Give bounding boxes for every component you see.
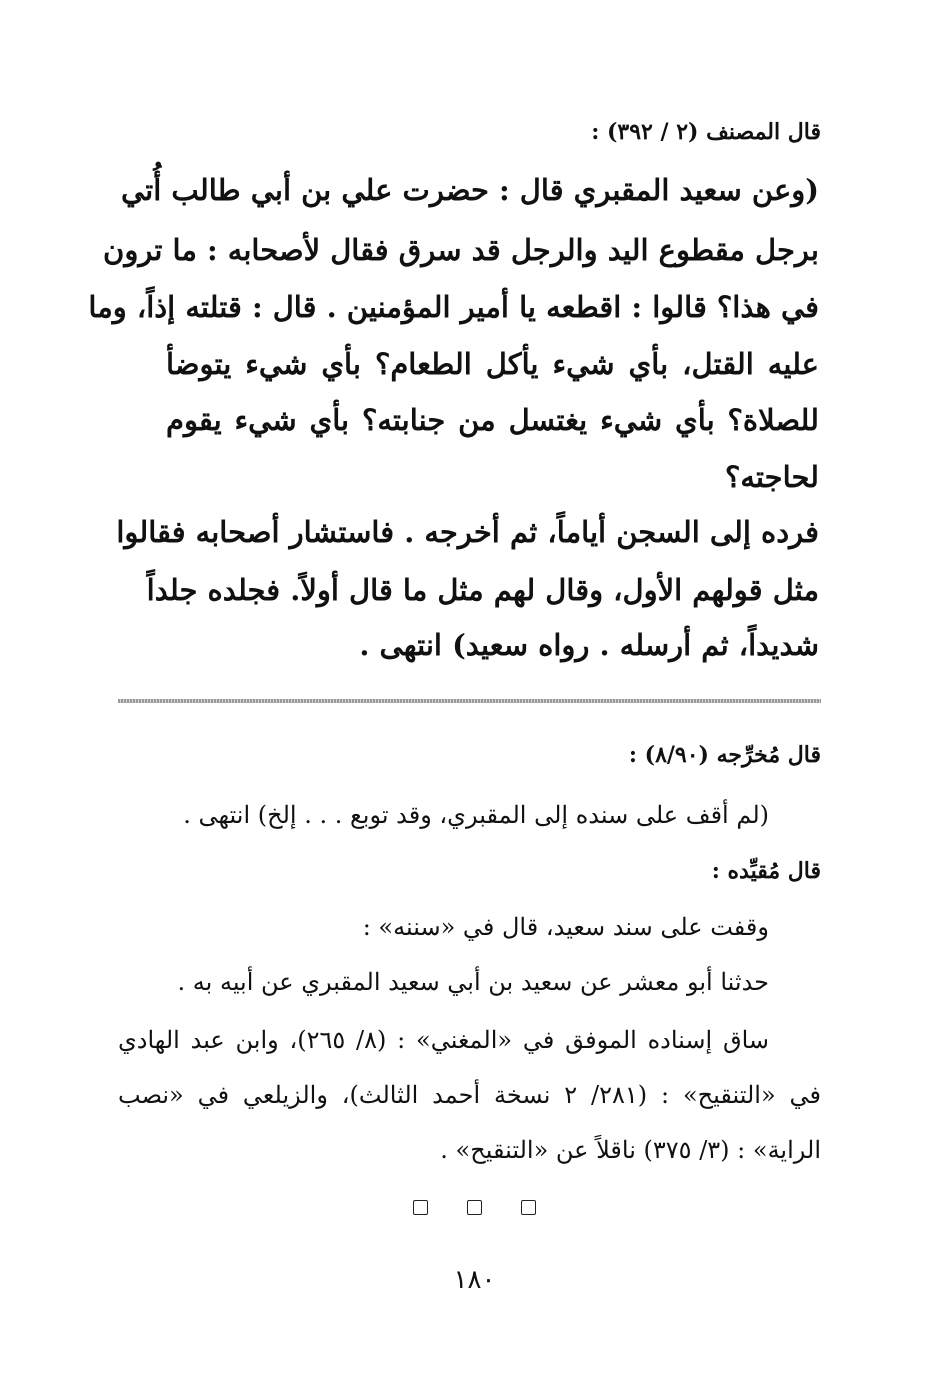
author-heading: قال المصنف (٢ / ٣٩٢) : <box>591 119 821 145</box>
square-mark-icon <box>413 1200 428 1215</box>
section-end-marks <box>0 1200 949 1219</box>
page-number: ١٨٠ <box>453 1265 496 1295</box>
muqayyid-line-3: ساق إسناده الموفق في «المغني» : (٨/ ٢٦٥)، وابن عبد الهادي <box>118 1026 769 1054</box>
quote-line-9: شديداً، ثم أرسله . رواه سعيد) انتهى . <box>359 628 819 662</box>
takhrij-heading: قال مُخرِّجه (٨/٩٠) : <box>628 742 821 768</box>
quote-line-5: للصلاة؟ بأي شيء يغتسل من جنابته؟ بأي شيء يقوم <box>166 403 819 437</box>
muqayyid-line-4: في «التنقيح» : (٢٨١/ ٢ نسخة أحمد الثالث)، والزيلعي في «نصب <box>118 1081 821 1109</box>
square-mark-icon <box>521 1200 536 1215</box>
quote-line-7: فرده إلى السجن أياماً، ثم أخرجه . فاستشار أصحابه فقالوا <box>116 515 819 549</box>
muqayyid-line-2: حدثنا أبو معشر عن سعيد بن أبي سعيد المقبري عن أبيه به . <box>177 968 769 996</box>
quote-line-1: (وعن سعيد المقبري قال : حضرت علي بن أبي طالب أُتي <box>120 173 819 207</box>
square-mark-icon <box>467 1200 482 1215</box>
quote-line-6: لحاجته؟ <box>724 460 819 494</box>
section-divider <box>118 699 821 703</box>
takhrij-line: (لم أقف على سنده إلى المقبري، وقد توبع . . . إلخ) انتهى . <box>183 801 769 829</box>
quote-line-8: مثل قولهم الأول، وقال لهم مثل ما قال أولاً. فجلده جلداً <box>146 573 819 607</box>
muqayyid-line-1: وقفت على سند سعيد، قال في «سننه» : <box>362 913 769 941</box>
quote-line-2: برجل مقطوع اليد والرجل قد سرق فقال لأصحابه : ما ترون <box>103 233 819 267</box>
muqayyid-heading: قال مُقيِّده : <box>711 858 821 884</box>
quote-line-3: في هذا؟ قالوا : اقطعه يا أمير المؤمنين . قال : قتلته إذاً، وما <box>88 290 819 324</box>
muqayyid-line-5: الراية» : (٣/ ٣٧٥) ناقلاً عن «التنقيح» . <box>440 1136 821 1164</box>
quote-line-4: عليه القتل، بأي شيء يأكل الطعام؟ بأي شيء يتوضأ <box>166 347 819 381</box>
